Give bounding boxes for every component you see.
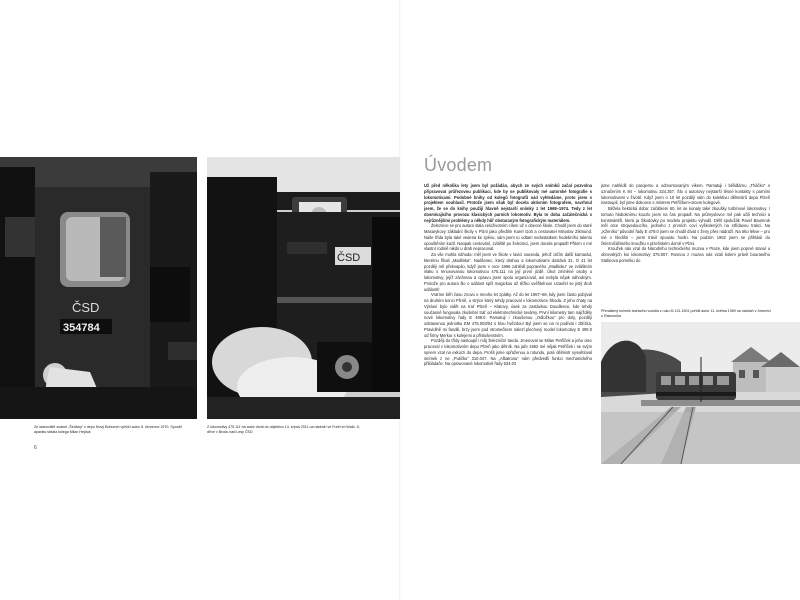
body-paragraph: Železnice se pro autora stala celoživotním cílem už v obecné škole. Chodil jsem do staré Masarykovy základní školy v Plzni jako předtím Karel Gott a cestovatel Miroslav Zikmund. Naše třída byla také vedena ke zpěvu, sám jsem to odtam nedostatkem hudebního talentu opouštěním kazil. Naopak cestování, zvláště po železnici, jsem docela propadl! Přitom v mé vlastní rodině nikdo u drah nepracoval. [424,223,592,252]
body-paragraph: Později do třídy nastoupil i můj železniční tanda. Jmenoval se Milan Petříček a jeho otec pracoval v lokomotivním depu Plzeň jako dělník. Na jaře 1962 mé nějak Petříček i se svým synem vzal na exkurzi do depa. Prošli jsme spřaženou a rotundu, poté dělmistr vysvětloval snímek z ne „Putičku“ 310.047. Na „Albatrosu“ nám předvedli funkci mechanického přikládače. Na opravované lokomotivě řady 534.03 [424,338,592,367]
photo-2-image [207,157,400,419]
photo-railcar-station [601,322,800,464]
chapter-heading: Úvodem [424,155,493,175]
body-paragraph: Za vše mohla náhoda: měl jsem ve škole v lavici souseda, jehož otčím další kamarád, kterému říkali „Madlinka“. Nadšenec, který drahou a lokomotivami dostává 31. O 41 let později mě překvapilo, když jsem v roce 1996 zahlédl popraného „Madlinku“ ve zvláštním vlaku s renovovanou lokomotivou 475.111 na její první jízdě. Úkol zmíněné osoby u lokomotivy, jejíž záchranu a opravu jsem spolu organizoval, asi nebyla nějak náhodným. Protože pro autora šlo o událost spíš magickou až těžko uvěřitelnou! Uzavřel se jistý druh událostí! [424,252,592,292]
loco1-marking: ČSD [72,300,100,315]
photo-locomotive-cab-left [0,157,197,419]
photo-3-image [601,322,800,464]
loco1-number-plate: 354784 [63,322,100,334]
lead-paragraph: Už před několika lety jsem byl požádán, abych ze svých snímků začal pozvolna připravovat průřezovou publikaci, kde by se publikovaly mé autorské fotografie s lokomotivami. Podobné knihy od kolegů fotografů nád vyhledáme, proto jsem s projektem souhlasil. Protože jsem však byl docela aktivním fotografem, navrhnul jsem, že se do knihy použijí hlavně nejstarší snímky z let 1968–1974. Tedy z let dosmívajícího provozu klasických parních lokomotiv. Byla to doba začátečnická s nejrůznějšími problémy a někdy hůř obstaraným fotografickým materiálem. [424,183,592,223]
body-paragraph: Běžela hektická doba: začátkem 60. let se konaly také zkoušky turbínové lokomotivy. I tomuto hluboknímu kouzlu jsem na čas propadl. Na průmyslovce mě pak učili technici a konstruktéři, která ja Škodovky po modelu projektu vyhodil. Dělil spolužák Pavel Baumruk měl otce strojvedoucího, jednoho z prvních coví vyškolených na střídavou trakci. Na „Kženíku“ původní řady E 479.0 jsem se chodil dívat s ženy přes nádraží. Na této lékve – pro mé v hledišti – jsem trávil spoustu hodin. Na podzim 1962 jsem se přihlásil do železničářského kroužku v plzeňském domě v Plzni. [601,206,770,246]
photo3-caption: Přenášený snímek tvařácího vozidla z roku M 131.1501 pořídil autor 11. května 1969 na nádraží v Jesenici u Rakovníka [601,309,771,318]
body-paragraph: jsme nahlédli do parojemu a odmontovaným víkem. Pamatuji i bělídlárnu „Tháčko“ s označením K 94 – lokomotivu 324.357. Šlo o autorovy nejstarší těsné kontakty s parními lokomotivami v životě. Když jsem o 10 let později sám do kolektivu dělmistrů depa Plzeň nastoupil, byl jsme dokonce s mistrem Petříčkem-otcem kolegové. [601,183,770,206]
photo1-caption: Ze stanoviště známé „Šedivky“ v depu Nový Bohumín vyhlíží autor 8. července 1970. Spoušť aparátu stiskla kolega Milan Hejduk [34,425,182,434]
photo-locomotive-front-right [207,157,400,419]
photo2-caption: Z lokomotivy 475.111 na autor dívat do objektivu 14. srpna 2011 na nádraží ve Furth im Wald. Ji, dříve v Brodu nad Lesy ČSD [207,425,361,434]
loco2-marking: ČSD [337,252,361,264]
body-paragraph: Vraťme běh času znovu o mnoho let zpátky. Až do let 1967–68, kdy jsem často pobýval na druhém konci Plzně, u strýce který tehdy pracoval v lokomotivce Škoda. Z jeho chaty na Výsluní bylo vidět na trať Plzeň – Klatovy, úsek za zastávkou Doudlevce, kde tehdy současně fungovala zkušební trať od elektrotechnické továrny. První kilometry tam najížděly nové lokomotivy řady E 499.0. Pamatuji i zkoušenou „Odložkou“ pro doly, později odstavenou jednotku EM 475.003/04 s blou hvězdou! Byl jsem se na ni podívat i zblízka. Pravidlně mi fandili, brzy jsem pod stromečkem nalezl plechový model lokomotivy E 499.0 od firmy Merkur s kolejemi a příslušenstvím. [424,292,592,338]
body-paragraph: Kroužek nás vzal do Národního technického muzea v Praze, kde jsem poprvé stanul u obrovských koi lokomotivy 375.007. Rovnou z muzea nás vzali kolem právě bourаného Stalinova pomníku do [601,246,770,263]
page-number-left: 6 [34,445,37,451]
photo-1-image [0,157,197,419]
text-column-2 [601,183,770,306]
text-column-1 [424,183,592,466]
